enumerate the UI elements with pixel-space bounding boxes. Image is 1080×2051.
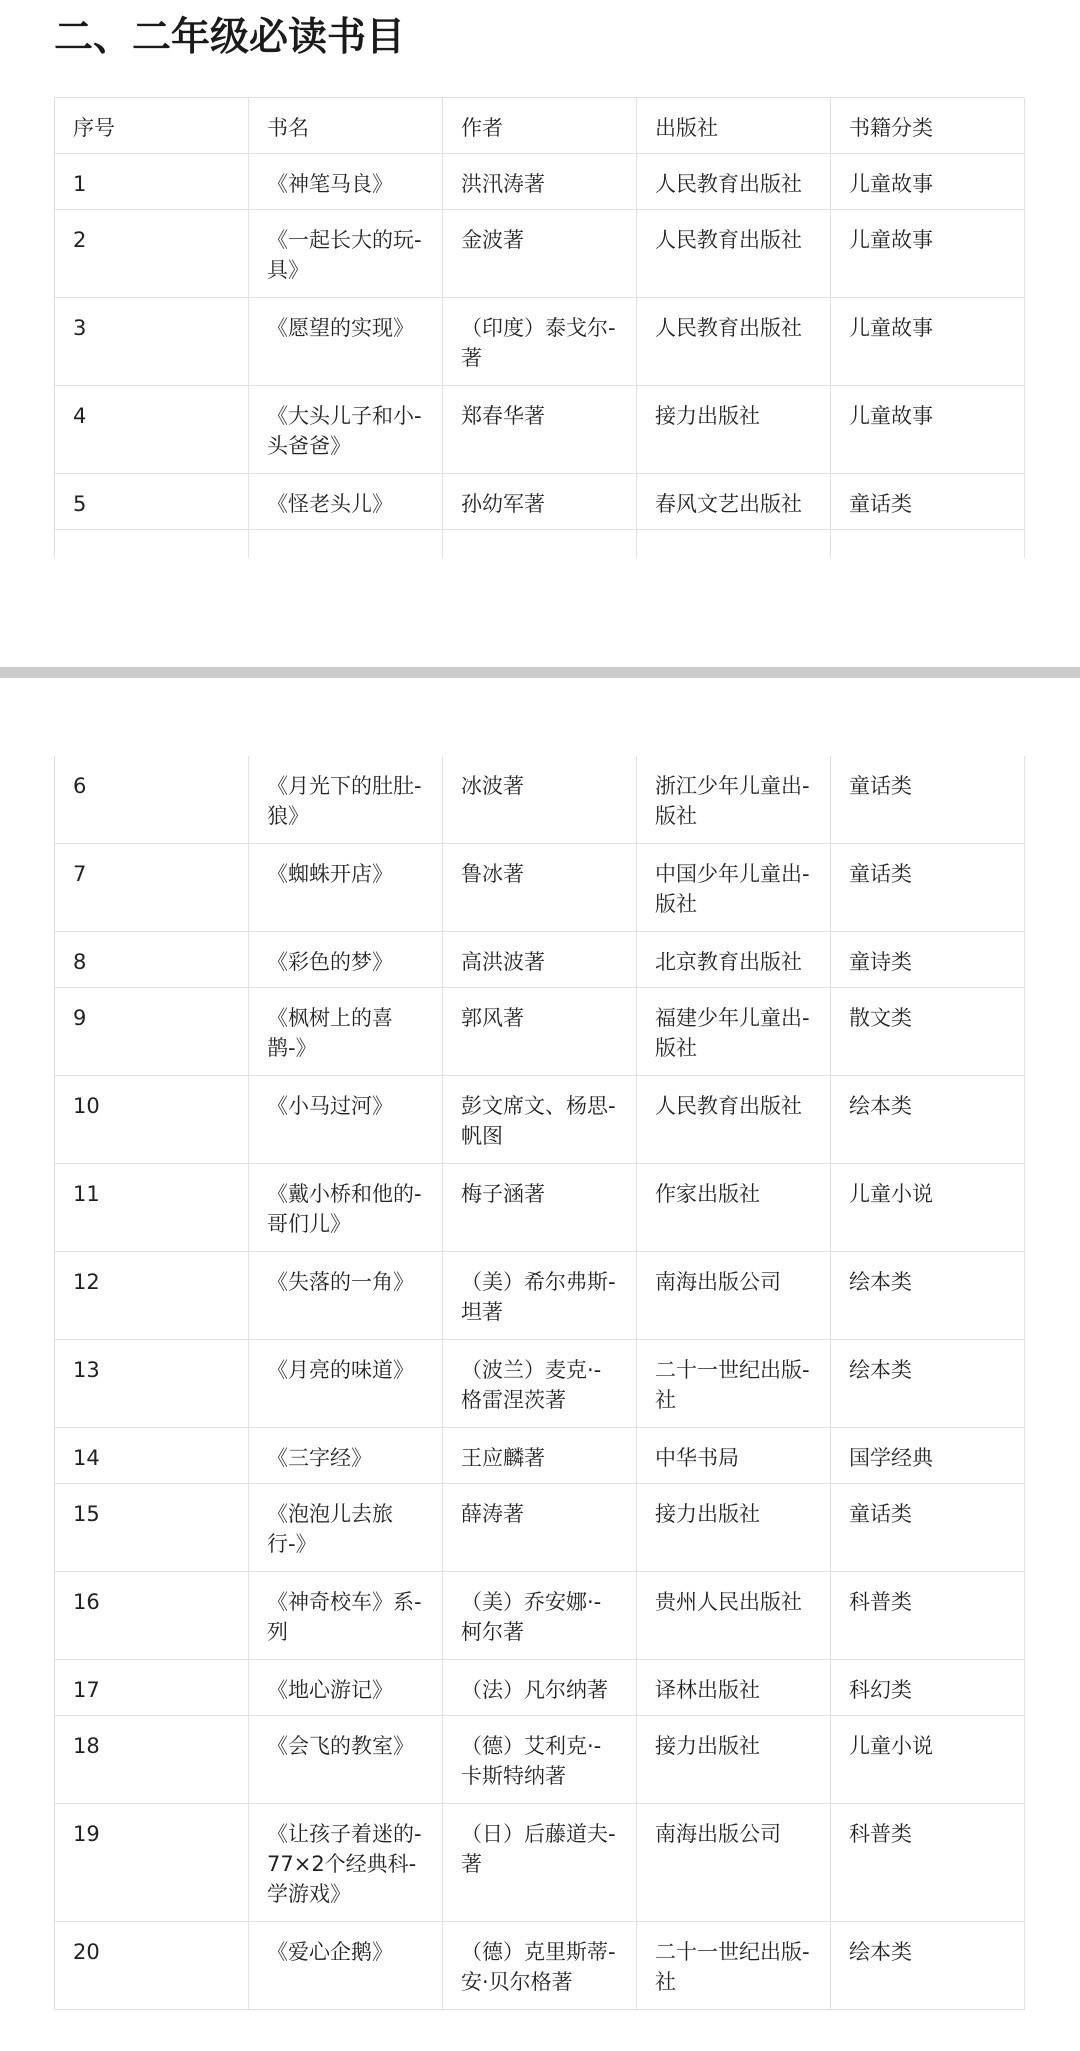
table-row [55,844,1025,932]
cell-title: 《三字经》 [249,1428,443,1484]
cell-author: 高洪波著 [443,932,637,988]
cell-author: 金波著 [443,210,637,298]
cell-publisher: 人民教育出版社 [637,210,831,298]
cell-publisher: 福建少年儿童出-版社 [637,988,831,1076]
cell-index: 10 [55,1076,249,1164]
page-divider [0,667,1080,678]
cell-publisher: 译林出版社 [637,1660,831,1716]
cell-publisher: 中华书局 [637,1428,831,1484]
table-row [55,1252,1025,1340]
cell-author: （德）艾利克·-卡斯特纳著 [443,1716,637,1804]
header-cell-author: 作者 [443,98,637,154]
cell-author: 薛涛著 [443,1484,637,1572]
cell-title: 《彩色的梦》 [249,932,443,988]
cell-category: 儿童小说 [831,1716,1025,1804]
cell-title: 《月光下的肚肚-狼》 [249,756,443,844]
cell-publisher: 春风文艺出版社 [637,474,831,530]
cell-title: 《失落的一角》 [249,1252,443,1340]
table-row [55,386,1025,474]
table-row [55,1484,1025,1572]
table-row [55,1076,1025,1164]
cell-author: 鲁冰著 [443,844,637,932]
book-table-top [54,97,1025,565]
cell-category: 绘本类 [831,1340,1025,1428]
cell-author: （印度）泰戈尔-著 [443,298,637,386]
cell-index: 9 [55,988,249,1076]
cell-author: 孙幼军著 [443,474,637,530]
table-row [55,474,1025,530]
cell-category: 儿童故事 [831,154,1025,210]
header-cell-publisher: 出版社 [637,98,831,154]
cell-index: 19 [55,1804,249,1922]
table-row [55,932,1025,988]
cell-publisher: 南海出版公司 [637,1252,831,1340]
cell-index: 4 [55,386,249,474]
cell-index: 7 [55,844,249,932]
cell-category: 科普类 [831,1804,1025,1922]
cell-category: 童话类 [831,756,1025,844]
cell-title: 《神奇校车》系-列 [249,1572,443,1660]
cell-category: 儿童故事 [831,386,1025,474]
table-row [55,1804,1025,1922]
table-row [55,298,1025,386]
cell-publisher: 人民教育出版社 [637,298,831,386]
cell-category: 儿童小说 [831,1164,1025,1252]
cell-author: （日）后藤道夫-著 [443,1804,637,1922]
cell-publisher: 人民教育出版社 [637,1076,831,1164]
cell-index: 2 [55,210,249,298]
table-row [55,1660,1025,1716]
cell-author: （美）希尔弗斯-坦著 [443,1252,637,1340]
cell-title: 《戴小桥和他的-哥们儿》 [249,1164,443,1252]
cell-category: 国学经典 [831,1428,1025,1484]
cell-publisher: 北京教育出版社 [637,932,831,988]
cell-author: 郑春华著 [443,386,637,474]
cell-title: 《泡泡儿去旅行-》 [249,1484,443,1572]
cell-index: 1 [55,154,249,210]
cell-index: 13 [55,1340,249,1428]
cell-index: 3 [55,298,249,386]
cell-title: 《月亮的味道》 [249,1340,443,1428]
cell-category: 童话类 [831,844,1025,932]
header-row [55,98,1025,154]
cell-category: 绘本类 [831,1922,1025,2010]
cell-publisher: 作家出版社 [637,1164,831,1252]
cell-index: 5 [55,474,249,530]
book-table-bottom [54,756,1025,2010]
cell-author: 冰波著 [443,756,637,844]
table-row [55,1340,1025,1428]
table-row [55,756,1025,844]
cell-title: 《让孩子着迷的-77×2个经典科-学游戏》 [249,1804,443,1922]
cell-category: 绘本类 [831,1076,1025,1164]
table-row [55,1164,1025,1252]
page-gap [0,558,1080,658]
cell-title: 《愿望的实现》 [249,298,443,386]
cell-author: 郭风著 [443,988,637,1076]
table-row [55,154,1025,210]
cell-author: （德）克里斯蒂-安·贝尔格著 [443,1922,637,2010]
cell-index: 16 [55,1572,249,1660]
table-row [55,988,1025,1076]
cell-index: 14 [55,1428,249,1484]
cell-title: 《小马过河》 [249,1076,443,1164]
table-row [55,1922,1025,2010]
cell-publisher: 浙江少年儿童出-版社 [637,756,831,844]
cell-author: （波兰）麦克·-格雷涅茨著 [443,1340,637,1428]
cell-title: 《怪老头儿》 [249,474,443,530]
cell-index: 17 [55,1660,249,1716]
page-title: 二、二年级必读书目 [54,15,406,60]
cell-publisher: 接力出版社 [637,386,831,474]
cell-author: 彭文席文、杨思-帆图 [443,1076,637,1164]
cell-index: 8 [55,932,249,988]
cell-title: 《枫树上的喜鹊-》 [249,988,443,1076]
cell-category: 童话类 [831,1484,1025,1572]
cell-category: 童诗类 [831,932,1025,988]
table-row [55,1572,1025,1660]
cell-category: 绘本类 [831,1252,1025,1340]
header-cell-category: 书籍分类 [831,98,1025,154]
cell-title: 《会飞的教室》 [249,1716,443,1804]
cell-author: （美）乔安娜·-柯尔著 [443,1572,637,1660]
cell-category: 童话类 [831,474,1025,530]
cell-author: 梅子涵著 [443,1164,637,1252]
cell-publisher: 人民教育出版社 [637,154,831,210]
cell-index: 15 [55,1484,249,1572]
cell-category: 儿童故事 [831,210,1025,298]
cell-index: 18 [55,1716,249,1804]
cell-category: 儿童故事 [831,298,1025,386]
cell-title: 《爱心企鹅》 [249,1922,443,2010]
table-row [55,1428,1025,1484]
cell-index: 20 [55,1922,249,2010]
cell-author: 王应麟著 [443,1428,637,1484]
cell-index: 11 [55,1164,249,1252]
cell-title: 《大头儿子和小-头爸爸》 [249,386,443,474]
cell-publisher: 贵州人民出版社 [637,1572,831,1660]
cell-title: 《蜘蛛开店》 [249,844,443,932]
cell-category: 科普类 [831,1572,1025,1660]
cell-publisher: 中国少年儿童出-版社 [637,844,831,932]
cell-publisher: 南海出版公司 [637,1804,831,1922]
cell-index: 12 [55,1252,249,1340]
cell-publisher: 二十一世纪出版-社 [637,1340,831,1428]
cell-publisher: 接力出版社 [637,1484,831,1572]
table-row [55,210,1025,298]
cell-title: 《神笔马良》 [249,154,443,210]
header-cell-index: 序号 [55,98,249,154]
cell-author: （法）凡尔纳著 [443,1660,637,1716]
cell-author: 洪汛涛著 [443,154,637,210]
cell-index: 6 [55,756,249,844]
cell-publisher: 二十一世纪出版-社 [637,1922,831,2010]
cell-category: 散文类 [831,988,1025,1076]
cell-title: 《一起长大的玩-具》 [249,210,443,298]
cell-publisher: 接力出版社 [637,1716,831,1804]
table-row [55,1716,1025,1804]
cell-category: 科幻类 [831,1660,1025,1716]
cell-title: 《地心游记》 [249,1660,443,1716]
header-cell-title: 书名 [249,98,443,154]
